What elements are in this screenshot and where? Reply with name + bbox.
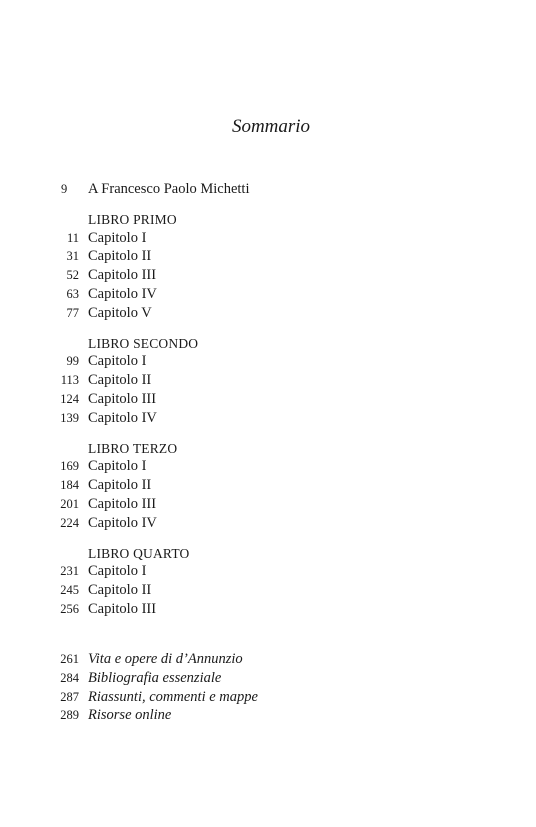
toc-entry[interactable]	[0, 514, 536, 533]
page-number: 201	[60, 497, 79, 511]
toc-entry[interactable]	[0, 476, 536, 495]
book-heading: LIBRO QUARTO	[88, 546, 190, 561]
entry-label: Capitolo II	[88, 372, 152, 388]
page-number: 231	[60, 564, 79, 578]
page-number: 224	[60, 516, 79, 530]
page-number: 284	[60, 671, 79, 685]
toc-entry[interactable]	[0, 562, 536, 581]
entry-label: Capitolo V	[88, 305, 152, 321]
toc-entry[interactable]	[0, 352, 536, 371]
book-heading-terzo	[0, 439, 536, 458]
toc-entry-appendix[interactable]	[0, 650, 536, 669]
book-heading-quarto	[0, 544, 536, 563]
toc-entry[interactable]	[0, 457, 536, 476]
book-heading-secondo	[0, 334, 536, 353]
toc-entry[interactable]	[0, 371, 536, 390]
entry-label: Capitolo III	[88, 496, 157, 512]
page-number: 139	[60, 411, 79, 425]
page-number: 31	[66, 249, 79, 263]
page-number: 52	[66, 268, 79, 282]
page-number: 77	[66, 306, 79, 320]
book-heading: LIBRO TERZO	[88, 441, 178, 456]
toc-entry-appendix[interactable]	[0, 669, 536, 688]
toc-entry[interactable]	[0, 247, 536, 266]
page-number: 184	[60, 478, 79, 492]
book-heading: LIBRO PRIMO	[88, 212, 177, 227]
entry-label: Capitolo IV	[88, 286, 157, 302]
entry-label: Capitolo III	[88, 391, 157, 407]
toc-entry[interactable]	[0, 495, 536, 514]
entry-label: Capitolo IV	[88, 410, 157, 426]
entry-label: Capitolo III	[88, 267, 157, 283]
entry-label: Capitolo I	[88, 563, 147, 579]
toc-entry[interactable]	[0, 304, 536, 323]
entry-label: Capitolo II	[88, 248, 152, 264]
entry-label: Riassunti, commenti e mappe	[88, 689, 258, 705]
toc-entry[interactable]	[0, 390, 536, 409]
page-number: 169	[60, 459, 79, 473]
entry-label: Risorse online	[88, 707, 172, 723]
entry-label: Capitolo III	[88, 601, 157, 617]
entry-label: Capitolo I	[88, 458, 147, 474]
page-number: 63	[66, 287, 79, 301]
page-number: 261	[60, 652, 79, 666]
toc-entry-appendix[interactable]	[0, 706, 536, 725]
entry-label: Capitolo IV	[88, 515, 157, 531]
toc-entry-appendix[interactable]	[0, 688, 536, 707]
toc-entry[interactable]	[0, 409, 536, 428]
page-number: 124	[60, 392, 79, 406]
toc-entry[interactable]	[0, 266, 536, 285]
toc-entry[interactable]	[0, 581, 536, 600]
toc-entry[interactable]	[0, 229, 536, 248]
entry-label: Capitolo I	[88, 230, 147, 246]
page-title: Sommario	[231, 116, 311, 137]
book-heading-primo	[0, 210, 536, 229]
page-number: 11	[66, 231, 79, 245]
page-number: 99	[66, 354, 79, 368]
entry-label: Vita e opere di d’Annunzio	[88, 651, 243, 667]
entry-label: Capitolo II	[88, 582, 152, 598]
page-number: 289	[60, 708, 79, 722]
entry-label: Capitolo I	[88, 353, 147, 369]
book-heading: LIBRO SECONDO	[88, 336, 199, 351]
page-number: 113	[60, 373, 79, 387]
page-number: 9	[61, 182, 68, 196]
entry-label: Bibliografia essenziale	[88, 670, 222, 686]
page-number: 256	[60, 602, 79, 616]
entry-label: Capitolo II	[88, 477, 152, 493]
entry-label: A Francesco Paolo Michetti	[88, 181, 250, 197]
page-number: 287	[60, 690, 79, 704]
toc-entry[interactable]	[0, 600, 536, 619]
toc-entry[interactable]	[0, 285, 536, 304]
toc-entry-dedication[interactable]	[0, 180, 536, 199]
page-number: 245	[60, 583, 79, 597]
